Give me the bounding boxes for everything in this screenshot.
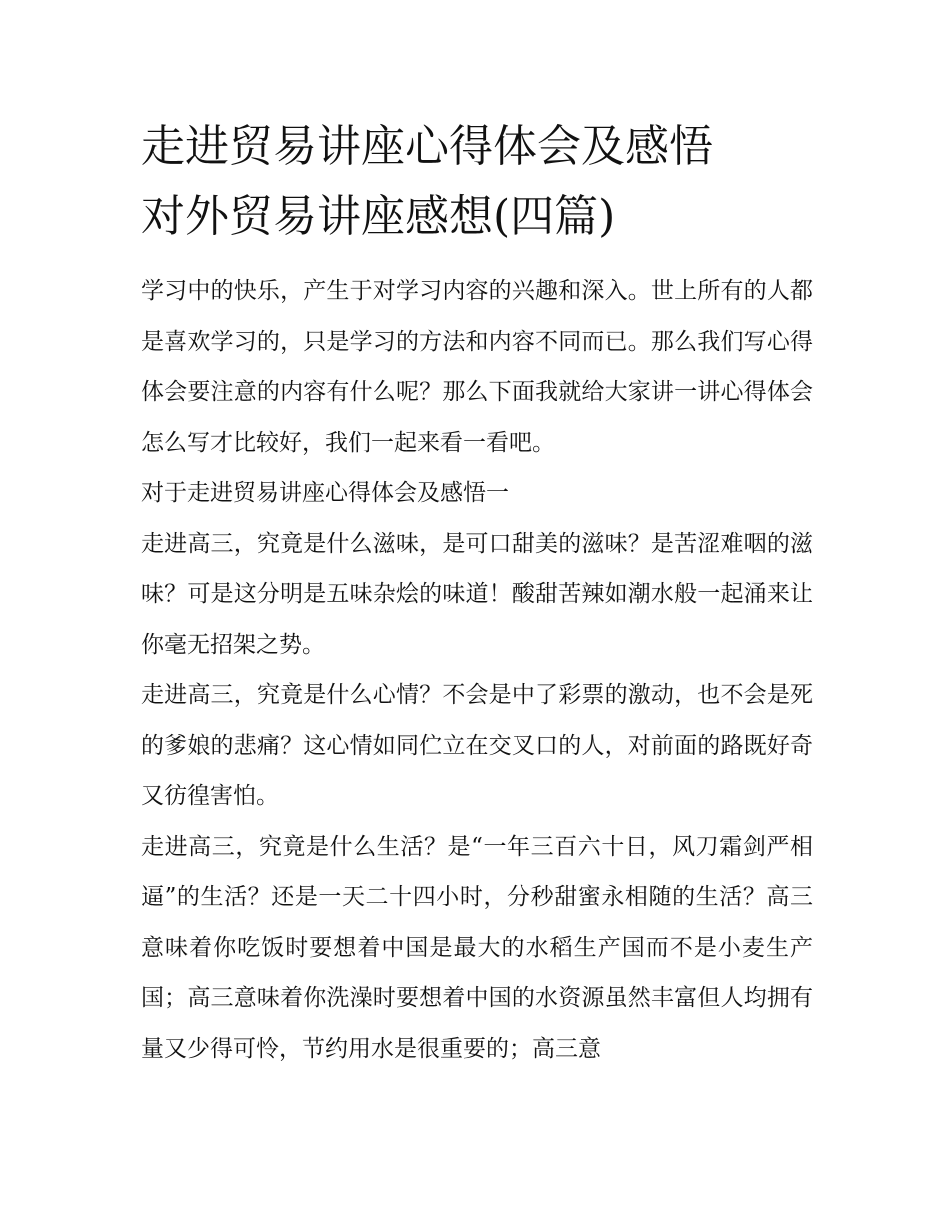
intro-paragraph: 学习中的快乐，产生于对学习内容的兴趣和深入。世上所有的人都是喜欢学习的，只是学习的方法和内容不同而已。那么我们写心得体会要注意的内容有什么呢？那么下面我就给大家讲一讲心得体会怎么写才比较好，我们一起来看一看吧。 bbox=[141, 278, 813, 456]
body-paragraph: 走进高三，究竟是什么心情？不会是中了彩票的激动，也不会是死的爹娘的悲痛？这心情如同伫立在交叉口的人，对前面的路既好奇又彷徨害怕。 bbox=[141, 682, 813, 809]
document-title bbox=[141, 112, 813, 252]
title-line-2: 对外贸易讲座感想(四篇) bbox=[141, 191, 616, 242]
document-content bbox=[141, 112, 813, 1074]
body-paragraph: 走进高三，究竟是什么生活？是“一年三百六十日，风刀霜剑严相逼”的生活？还是一天二十四小时，分秒甜蜜永相随的生活？高三意味着你吃饭时要想着中国是最大的水稻生产国而不是小麦生产国；高三意味着你洗澡时要想着中国的水资源虽然丰富但人均拥有量又少得可怜，节约用水是很重要的；高三意 bbox=[141, 833, 813, 1062]
body-paragraph: 走进高三，究竟是什么滋味，是可口甜美的滋味？是苦涩难咽的滋味？可是这分明是五味杂烩的味道！酸甜苦辣如潮水般一起涌来让你毫无招架之势。 bbox=[141, 530, 813, 658]
title-line-1: 走进贸易讲座心得体会及感悟 bbox=[141, 121, 713, 172]
section-heading: 对于走进贸易讲座心得体会及感悟一 bbox=[141, 480, 509, 506]
document-body bbox=[141, 266, 813, 1074]
